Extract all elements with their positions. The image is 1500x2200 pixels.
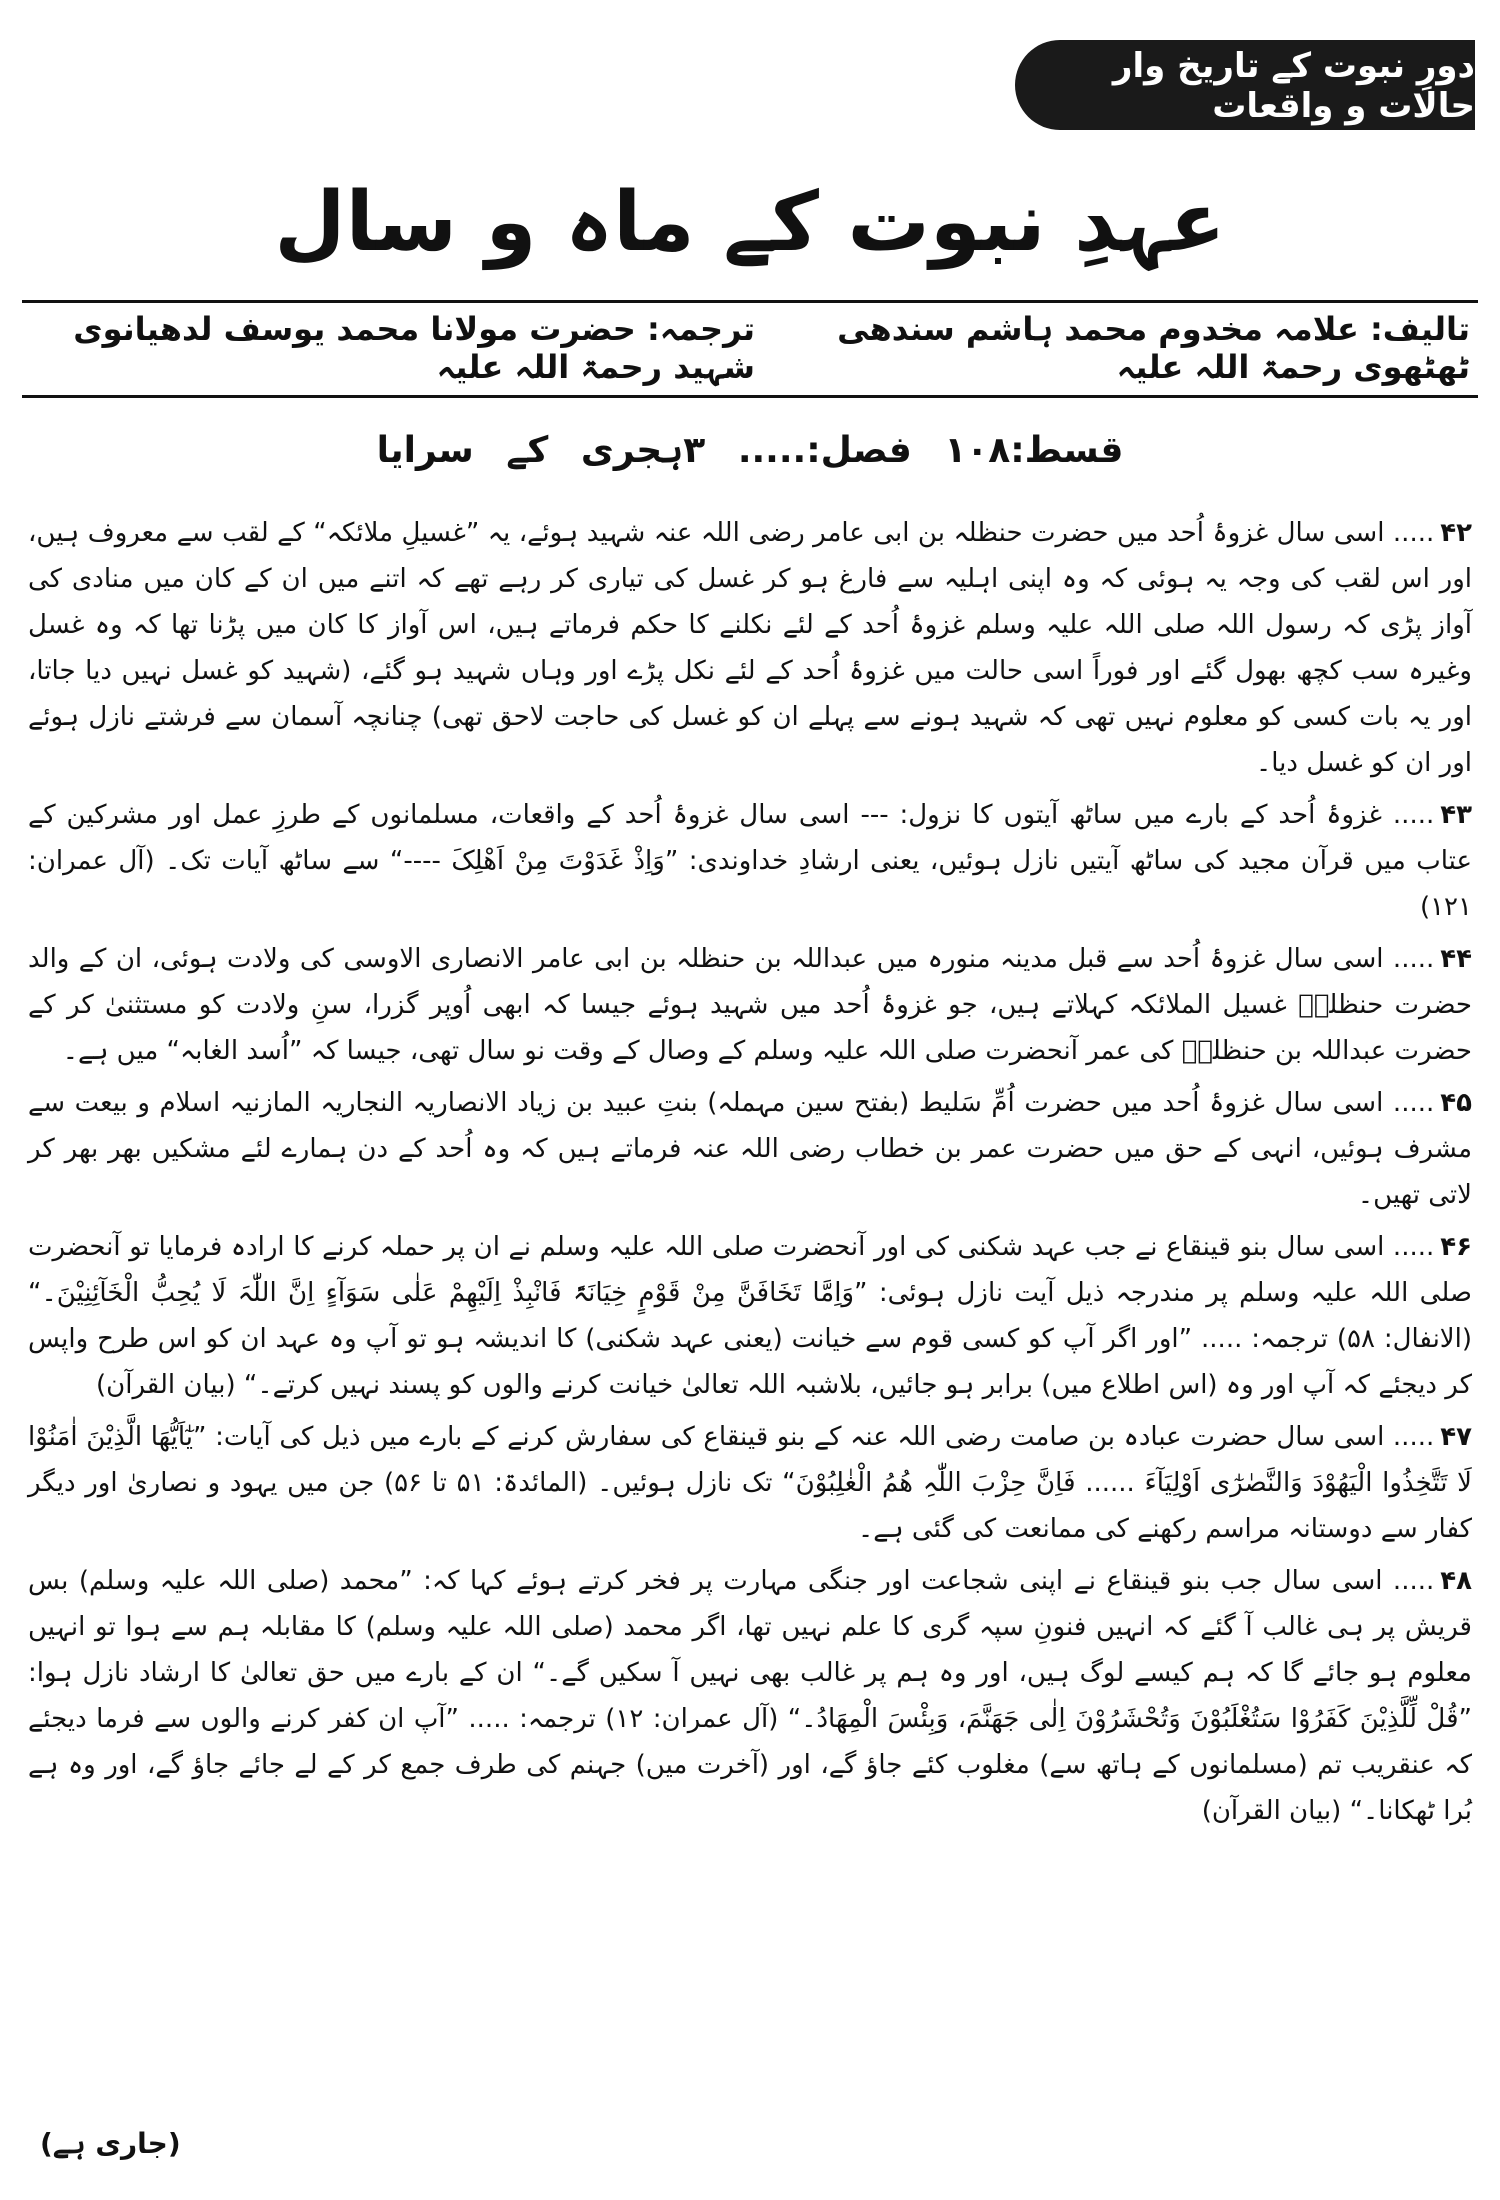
- paragraph-text: ..... غزوۂ اُحد کے بارے میں ساٹھ آیتوں کا نزول: --- اسی سال غزوۂ اُحد کے واقعات، مسلمانوں کے طرزِ عمل اور مشرکین کے عتاب میں قرآن مجید کی ساٹھ آیتیں نازل ہوئیں، یعنی ارشادِ خداوندی: ”وَاِذْ غَدَوْتَ مِنْ اَھْلِکَ ----“ سے ساٹھ آیات تک۔ (آل عمران: ۱۲۱): [28, 800, 1472, 922]
- divider-bottom: [22, 395, 1478, 398]
- page-title: عہدِ نبوت کے ماہ و سال: [274, 175, 1226, 270]
- paragraph-text: ..... اسی سال غزوۂ اُحد میں حضرت اُمِّ سَلیط (بفتح سین مہملہ) بنتِ عبید بن زیاد الانصاریہ النجاریہ المازنیہ اسلام و بیعت سے مشرف ہوئیں، انہی کے حق میں حضرت عمر بن خطاب رضی اللہ عنہ فرماتے ہیں کہ وہ اُحد کے دن ہمارے لئے مشکیں بھر بھر کر لاتی تھیں۔: [28, 1088, 1472, 1210]
- paragraph: [28, 1558, 1472, 1834]
- paragraph-number: ۴۴: [1440, 944, 1472, 974]
- paragraph: [28, 510, 1472, 786]
- paragraph-text: ..... اسی سال جب بنو قینقاع نے اپنی شجاعت اور جنگی مہارت پر فخر کرتے ہوئے کہا کہ: ”محمد (صلی اللہ علیہ وسلم) بس قریش پر ہی غالب آ گئے کہ انہیں فنونِ سپہ گری کا علم نہیں تھا، اگر محمد (صلی اللہ علیہ وسلم) کا مقابلہ ہم سے ہوا تو انہیں معلوم ہو جائے گا کہ ہم کیسے لوگ ہیں، اور وہ ہم پر غالب بھی نہیں آ سکیں گے۔“ ان کے بارے میں حق تعالیٰ کا ارشاد نازل ہوا: ”قُلْ لِّلَّذِیْنَ کَفَرُوْا سَتُغْلَبُوْنَ وَتُحْشَرُوْنَ اِلٰی جَھَنَّمَ، وَبِئْسَ الْمِھَادُ۔“ (آل عمران: ۱۲) ترجمہ: ..... ”آپ ان کفر کرنے والوں سے فرما دیجئے کہ عنقریب تم (مسلمانوں کے ہاتھ سے) مغلوب کئے جاؤ گے، اور (آخرت میں) جہنم کی طرف جمع کر کے لے جائے جاؤ گے، اور وہ ہے بُرا ٹھکانا۔“ (بیان القرآن): [28, 1566, 1472, 1826]
- paragraph-number: ۴۶: [1440, 1232, 1472, 1262]
- installment-number: قسط:۱۰۸: [944, 430, 1124, 471]
- paragraph-text: ..... اسی سال غزوۂ اُحد سے قبل مدینہ منورہ میں عبداللہ بن حنظلہ بن ابی عامر الانصاری الاوسی کی ولادت ہوئی، ان کے والد حضرت حنظلہؓ غسیل الملائکہ کہلاتے ہیں، جو غزوۂ اُحد میں شہید ہوئے جیسا کہ ابھی اُوپر گزرا، سنِ ولادت کو مستثنیٰ کر کے حضرت عبداللہ بن حنظلہؓ کی عمر آنحضرت صلی اللہ علیہ وسلم کے وصال کے وقت نو سال تھی، جیسا کہ ”اُسد الغابہ“ میں ہے۔: [28, 944, 1472, 1066]
- section-heading: [0, 430, 1500, 471]
- paragraph-text: ..... اسی سال حضرت عبادہ بن صامت رضی اللہ عنہ کے بنو قینقاع کی سفارش کرنے کے بارے میں ذیل کی آیات: ”یٰٓاَیُّھَا الَّذِیْنَ اٰمَنُوْا لَا تَتَّخِذُوا الْیَھُوْدَ وَالنَّصٰرٰٓی اَوْلِیَآءَ ...... فَاِنَّ حِزْبَ اللّٰہِ ھُمُ الْغٰلِبُوْنَ“ تک نازل ہوئیں۔ (المائدۃ: ۵۱ تا ۵۶) جن میں یہود و نصاریٰ اور دیگر کفار سے دوستانہ مراسم رکھنے کی ممانعت کی گئی ہے۔: [28, 1422, 1472, 1544]
- divider-top: [22, 300, 1478, 303]
- paragraph-number: ۴۵: [1440, 1088, 1472, 1118]
- article-body: [28, 510, 1472, 1840]
- credits-row: [30, 310, 1470, 386]
- series-tag: دورِ نبوت کے تاریخ وار حالات و واقعات: [1015, 40, 1475, 130]
- paragraph: [28, 936, 1472, 1074]
- section-title: فصل:..... ۳ہجری کے سرایا: [376, 430, 912, 471]
- continued-note: (جاری ہے): [40, 2127, 181, 2160]
- paragraph-text: ..... اسی سال بنو قینقاع نے جب عہد شکنی کی اور آنحضرت صلی اللہ علیہ وسلم نے ان پر حملہ کرنے کا ارادہ فرمایا تو آنحضرت صلی اللہ علیہ وسلم پر مندرجہ ذیل آیت نازل ہوئی: ”وَاِمَّا تَخَافَنَّ مِنْ قَوْمٍ خِیَانَۃً فَانْبِذْ اِلَیْھِمْ عَلٰی سَوَآءٍ اِنَّ اللّٰہَ لَا یُحِبُّ الْخَآئِنِیْنَ۔“ (الانفال: ۵۸) ترجمہ: ..... ”اور اگر آپ کو کسی قوم سے خیانت (یعنی عہد شکنی) کا اندیشہ ہو تو آپ وہ عہد ان کو اس طرح واپس کر دیجئے کہ آپ اور وہ (اس اطلاع میں) برابر ہو جائیں، بلاشبہ اللہ تعالیٰ خیانت کرنے والوں کو پسند نہیں کرتے۔“ (بیان القرآن): [28, 1232, 1473, 1400]
- paragraph-number: ۴۷: [1440, 1422, 1472, 1452]
- paragraph: [28, 792, 1472, 930]
- paragraph: [28, 1080, 1472, 1218]
- translator-credit: ترجمہ: حضرت مولانا محمد یوسف لدھیانوی شہید رحمۃ اللہ علیہ: [73, 310, 755, 386]
- paragraph-number: ۴۸: [1440, 1566, 1472, 1596]
- author-credit: تالیف: علامہ مخدوم محمد ہاشم سندھی ٹھٹھوی رحمۃ اللہ علیہ: [837, 310, 1470, 386]
- paragraph: [28, 1224, 1472, 1408]
- paragraph-number: ۴۳: [1440, 800, 1472, 830]
- paragraph: [28, 1414, 1472, 1552]
- paragraph-number: ۴۲: [1440, 518, 1472, 548]
- paragraph-text: ..... اسی سال غزوۂ اُحد میں حضرت حنظلہ بن ابی عامر رضی اللہ عنہ شہید ہوئے، یہ ”غسیلِ ملائکہ“ کے لقب سے معروف ہیں، اور اس لقب کی وجہ یہ ہوئی کہ وہ اپنی اہلیہ سے فارغ ہو کر غسل کی تیاری کر رہے تھے کہ اتنے میں ان کے کان میں منادی کی آواز پڑی کہ رسول اللہ صلی اللہ علیہ وسلم غزوۂ اُحد کے لئے نکلنے کا حکم فرماتے ہیں، اس آواز کا کان میں پڑنا تھا کہ وہ غسل وغیرہ سب کچھ بھول گئے اور فوراً اسی حالت میں غزوۂ اُحد کے لئے نکل پڑے اور وہاں شہید ہو گئے، (شہید کو غسل نہیں دیا جاتا، اور یہ بات کسی کو معلوم نہیں تھی کہ شہید ہونے سے پہلے ان کو غسل کی حاجت لاحق تھی) چنانچہ آسمان سے فرشتے نازل ہوئے اور ان کو غسل دیا۔: [28, 518, 1472, 778]
